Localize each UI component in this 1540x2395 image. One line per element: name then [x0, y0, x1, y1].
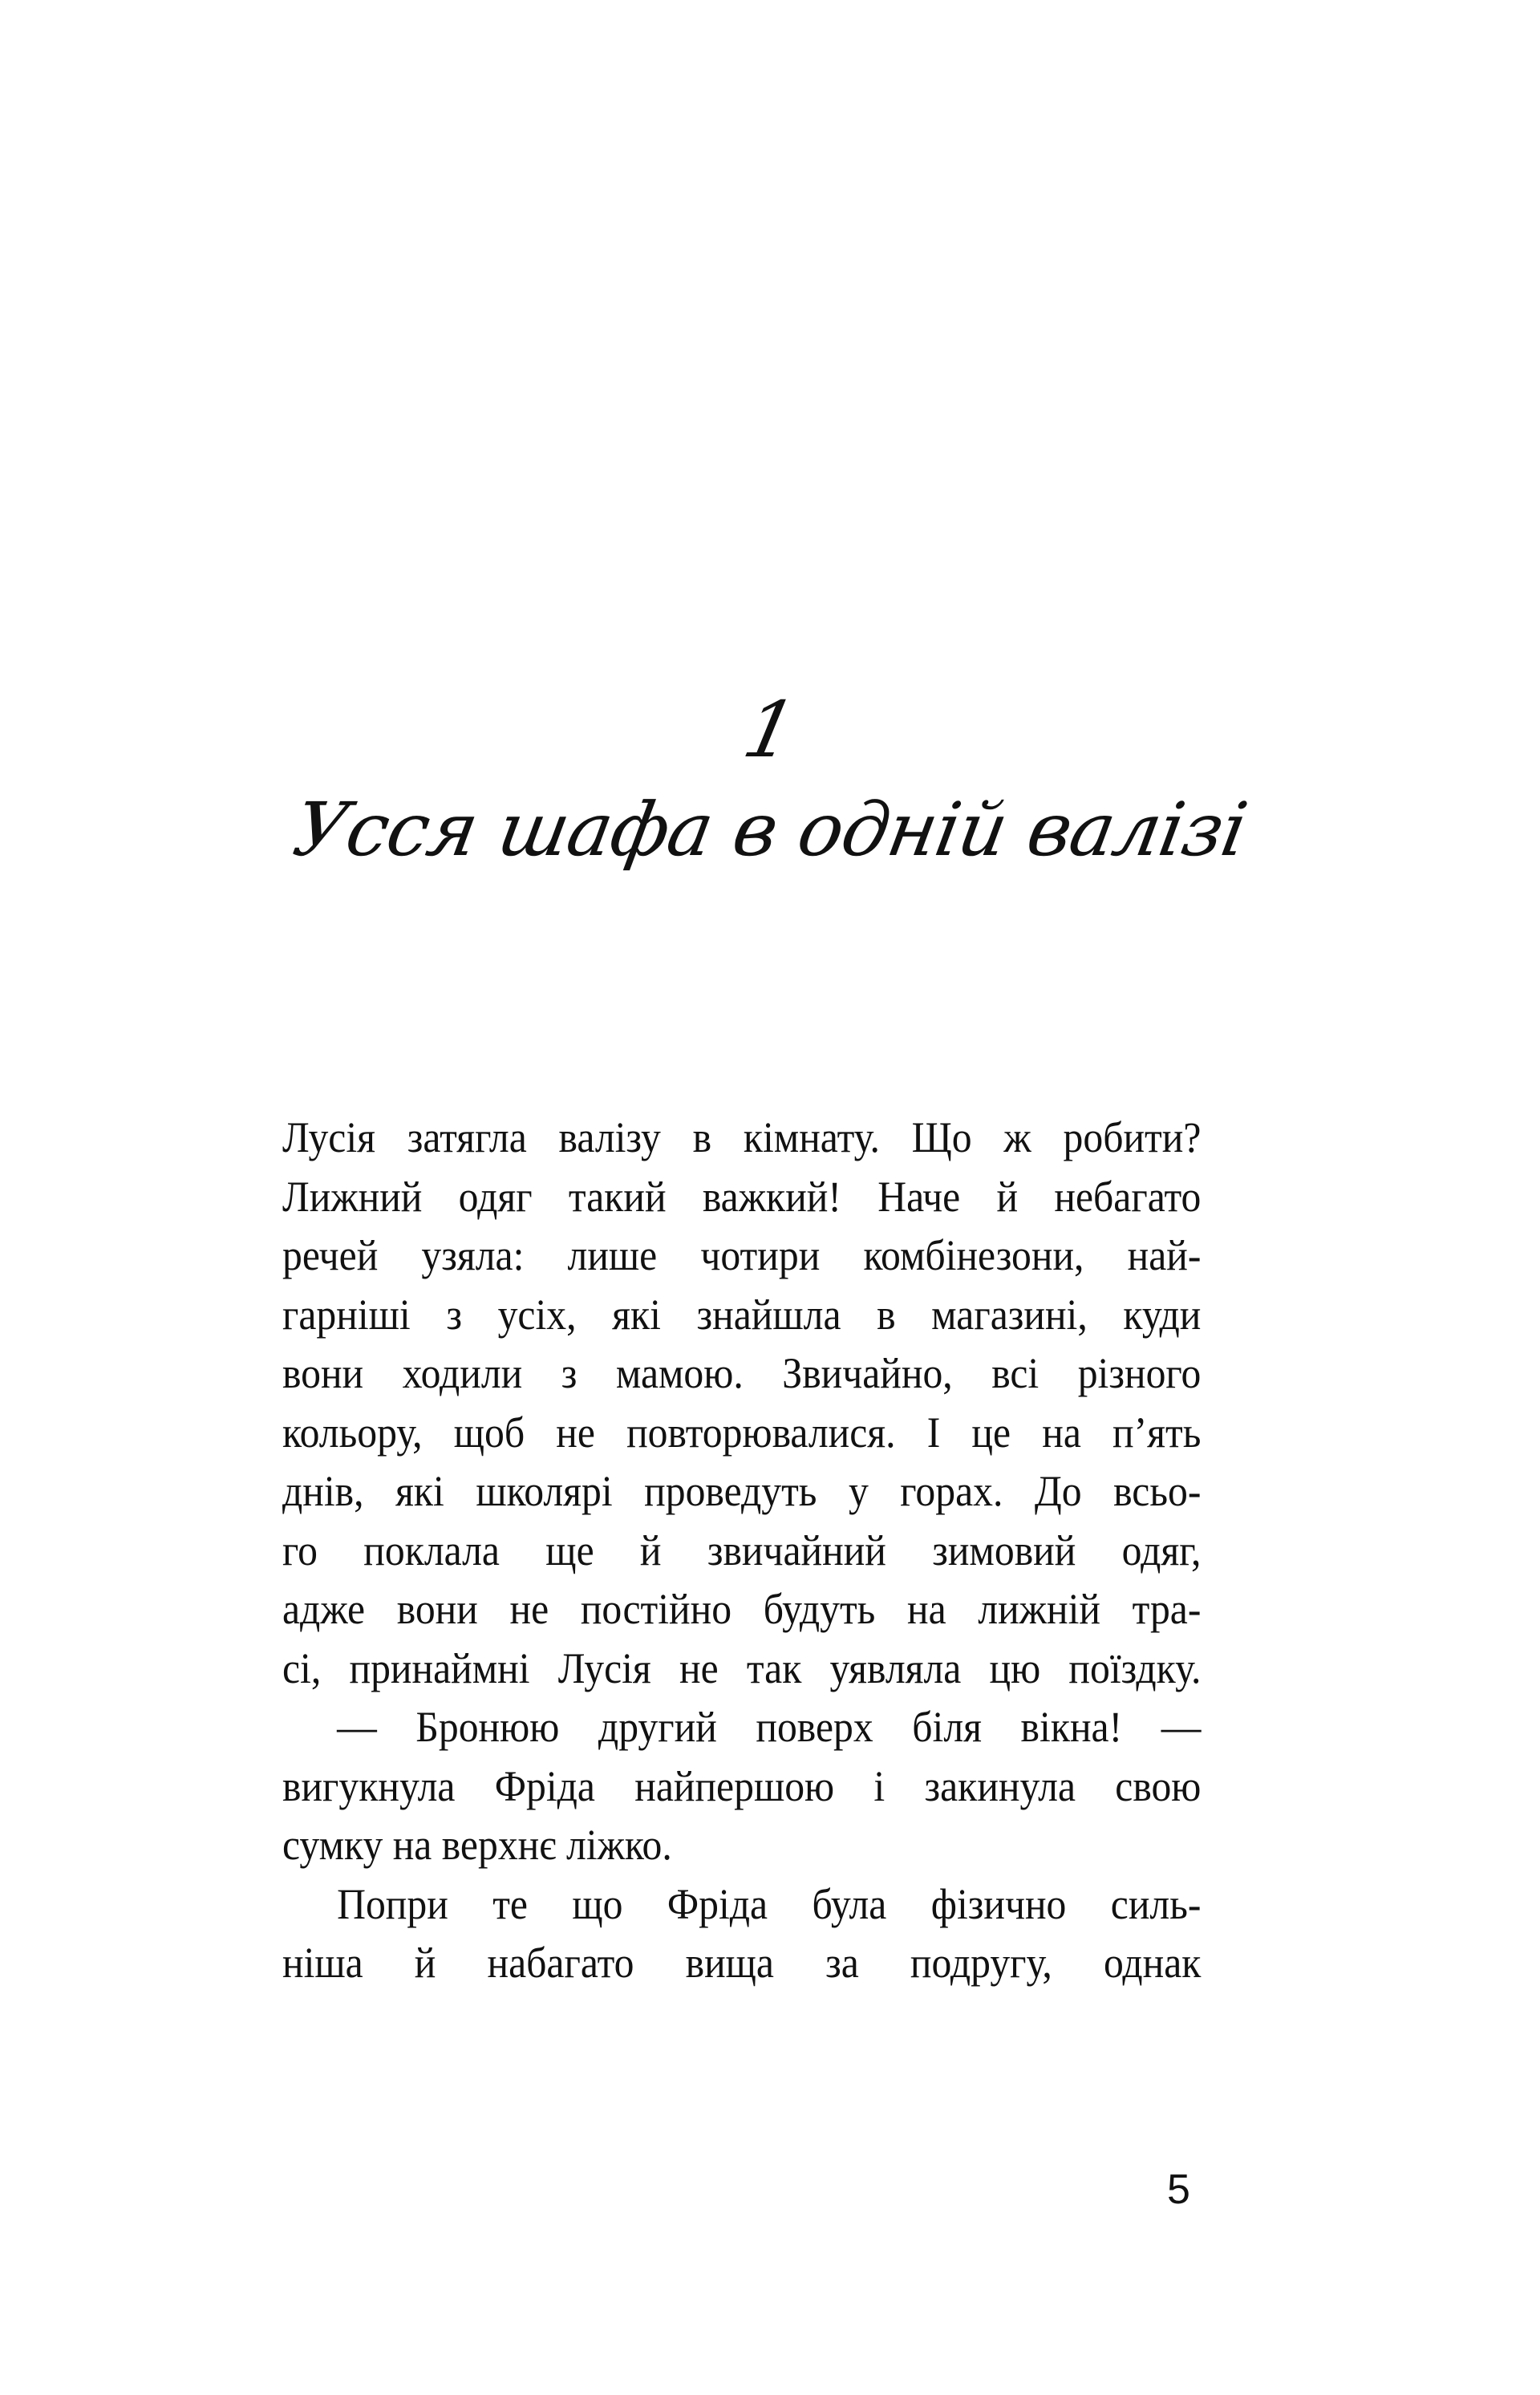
- text-line: го поклала ще й звичайний зимовий одяг,: [282, 1526, 1202, 1574]
- text-line: кольору, щоб не повторювалися. І це на п’ять: [282, 1408, 1202, 1457]
- text-line: днів, які школярі проведуть у горах. До всьо-: [282, 1467, 1202, 1515]
- body-text: [282, 1108, 1201, 1993]
- text-line: вони ходили з мамою. Звичайно, всі різного: [282, 1349, 1202, 1397]
- text-line: сумку на верхнє ліжко.: [282, 1821, 672, 1869]
- text-line: гарніші з усіх, які знайшла в магазині, куди: [282, 1290, 1202, 1339]
- text-line: сі, принаймні Лусія не так уявляла цю поїздку.: [282, 1643, 1202, 1692]
- text-line: адже вони не постійно будуть на лижній тра-: [282, 1585, 1202, 1633]
- chapter-number: 1: [736, 685, 804, 775]
- page-number: 5: [1167, 2166, 1190, 2213]
- text-line: вигукнула Фріда найпершою і закинула свою: [282, 1761, 1202, 1810]
- paragraph-start-line: Попри те що Фріда була фізично силь-: [337, 1879, 1202, 1928]
- chapter-title: Усся шафа в одній валізі: [287, 787, 1253, 873]
- text-line: Лижний одяг такий важкий! Наче й небагато: [282, 1172, 1202, 1221]
- dialogue-line: — Бронюю другий поверх біля вікна! —: [337, 1703, 1202, 1751]
- text-line: ніша й набагато вища за подругу, однак: [282, 1939, 1202, 1987]
- text-line: Лусія затягла валізу в кімнату. Що ж робити?: [282, 1113, 1202, 1161]
- text-line: речей узяла: лише чотири комбінезони, най-: [282, 1231, 1202, 1279]
